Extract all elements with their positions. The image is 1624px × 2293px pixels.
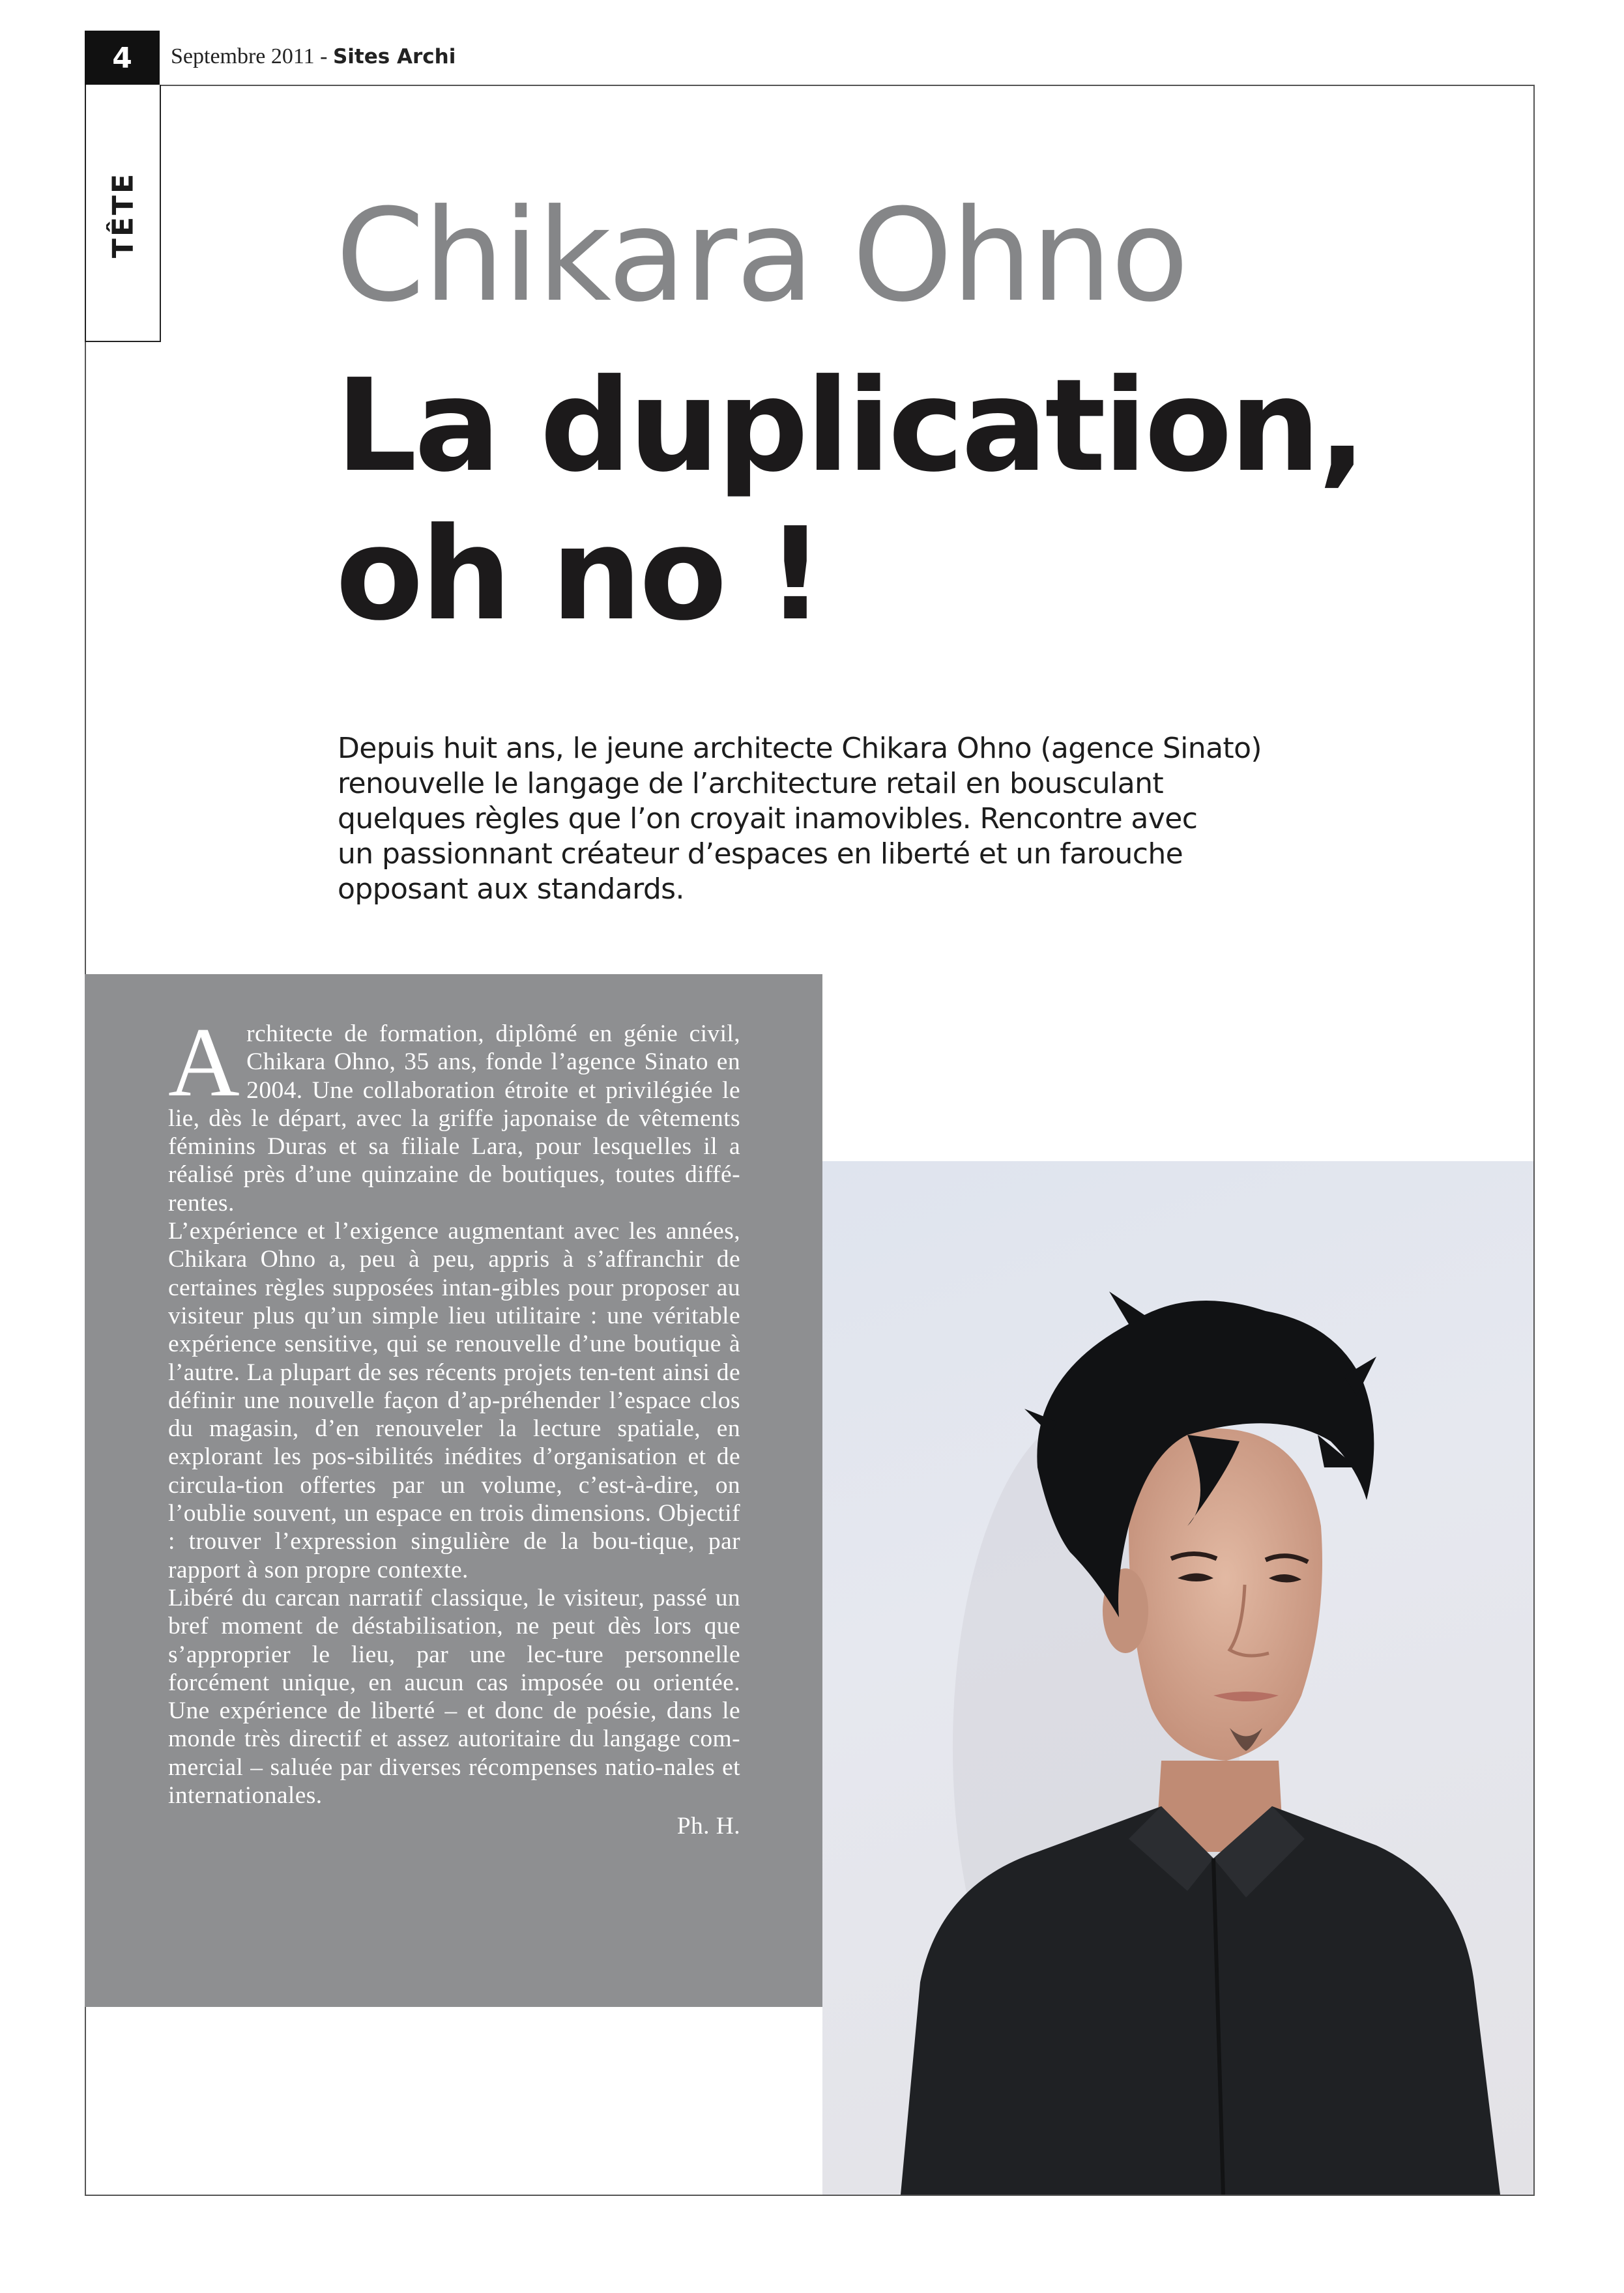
issue-date: [171, 44, 456, 69]
standfirst-line: quelques règles que l’on croyait inamovibles. Rencontre avec: [338, 802, 1198, 835]
portrait-illustration: [822, 1161, 1533, 2195]
article-title-line-2: oh no !: [336, 500, 822, 649]
article-title-name: Chikara Ohno: [336, 182, 1188, 330]
paragraph-1: [168, 1007, 740, 1217]
author-signature: Ph. H.: [676, 1813, 740, 1840]
paragraph-3: Libéré du carcan narratif classique, le visiteur, passé un bref moment de déstabilisation, ne peut dès lors que s’approprier le lieu, par une lec-ture personnelle forcément unique, en aucun cas imposée ou orientée. Une expérience de liberté – et donc de poésie, dans le monde très directif et assez autoritaire du langage com-mercial – saluée par diverses récompenses natio-nales et internationales.: [168, 1584, 740, 1810]
dropcap: A: [168, 1007, 240, 1117]
section-tab: [85, 85, 161, 342]
section-label: TÊTE: [106, 171, 139, 259]
paragraph-1-text: rchitecte de formation, diplômé en génie civil, Chikara Ohno, 35 ans, fonde l’agence Sinato en 2004. Une collaboration étroite et privilégiée le lie, dès le départ, avec la griffe japonaise de vêtements féminins Duras et sa filiale Lara, pour lesquelles il a réalisé près d’une quinzaine de boutiques, toutes diffé-rentes.: [168, 1020, 740, 1217]
article-title-line-1: La duplication,: [336, 352, 1364, 500]
standfirst-line: Depuis huit ans, le jeune architecte Chikara Ohno (agence Sinato): [338, 732, 1262, 765]
standfirst-line: opposant aux standards.: [338, 872, 684, 906]
article-title: [336, 352, 1364, 649]
standfirst: [338, 731, 1354, 907]
paragraph-2: L’expérience et l’exigence augmentant avec les années, Chikara Ohno a, peu à peu, appris à s’affranchir de certaines règles supposées intan-gibles pour proposer au visiteur plus qu’un simple lieu utilitaire : une véritable expérience sensitive, qui se renouvelle d’une boutique à l’autre. La plupart de ses récents projets ten-tent ainsi de définir une nouvelle façon d’ap-préhender l’espace clos du magasin, d’en renouveler la lecture spatiale, en explorant les pos-sibilités inédites d’organisation et de circula-tion offertes par un volume, c’est-à-dire, on l’oublie souvent, un espace en trois dimensions. Objectif : trouver l’expression singulière de la bou-tique, par rapport à son propre contexte.: [168, 1218, 740, 1583]
standfirst-line: renouvelle le langage de l’architecture retail en bousculant: [338, 767, 1164, 800]
portrait-photo: [822, 1161, 1533, 2195]
publication-name: Sites Archi: [332, 45, 456, 68]
issue-date-text: Septembre 2011 -: [171, 44, 333, 68]
standfirst-line: un passionnant créateur d’espaces en liberté et un farouche: [338, 837, 1183, 871]
article-body: [168, 1007, 740, 1841]
page-number: 4: [85, 31, 160, 85]
